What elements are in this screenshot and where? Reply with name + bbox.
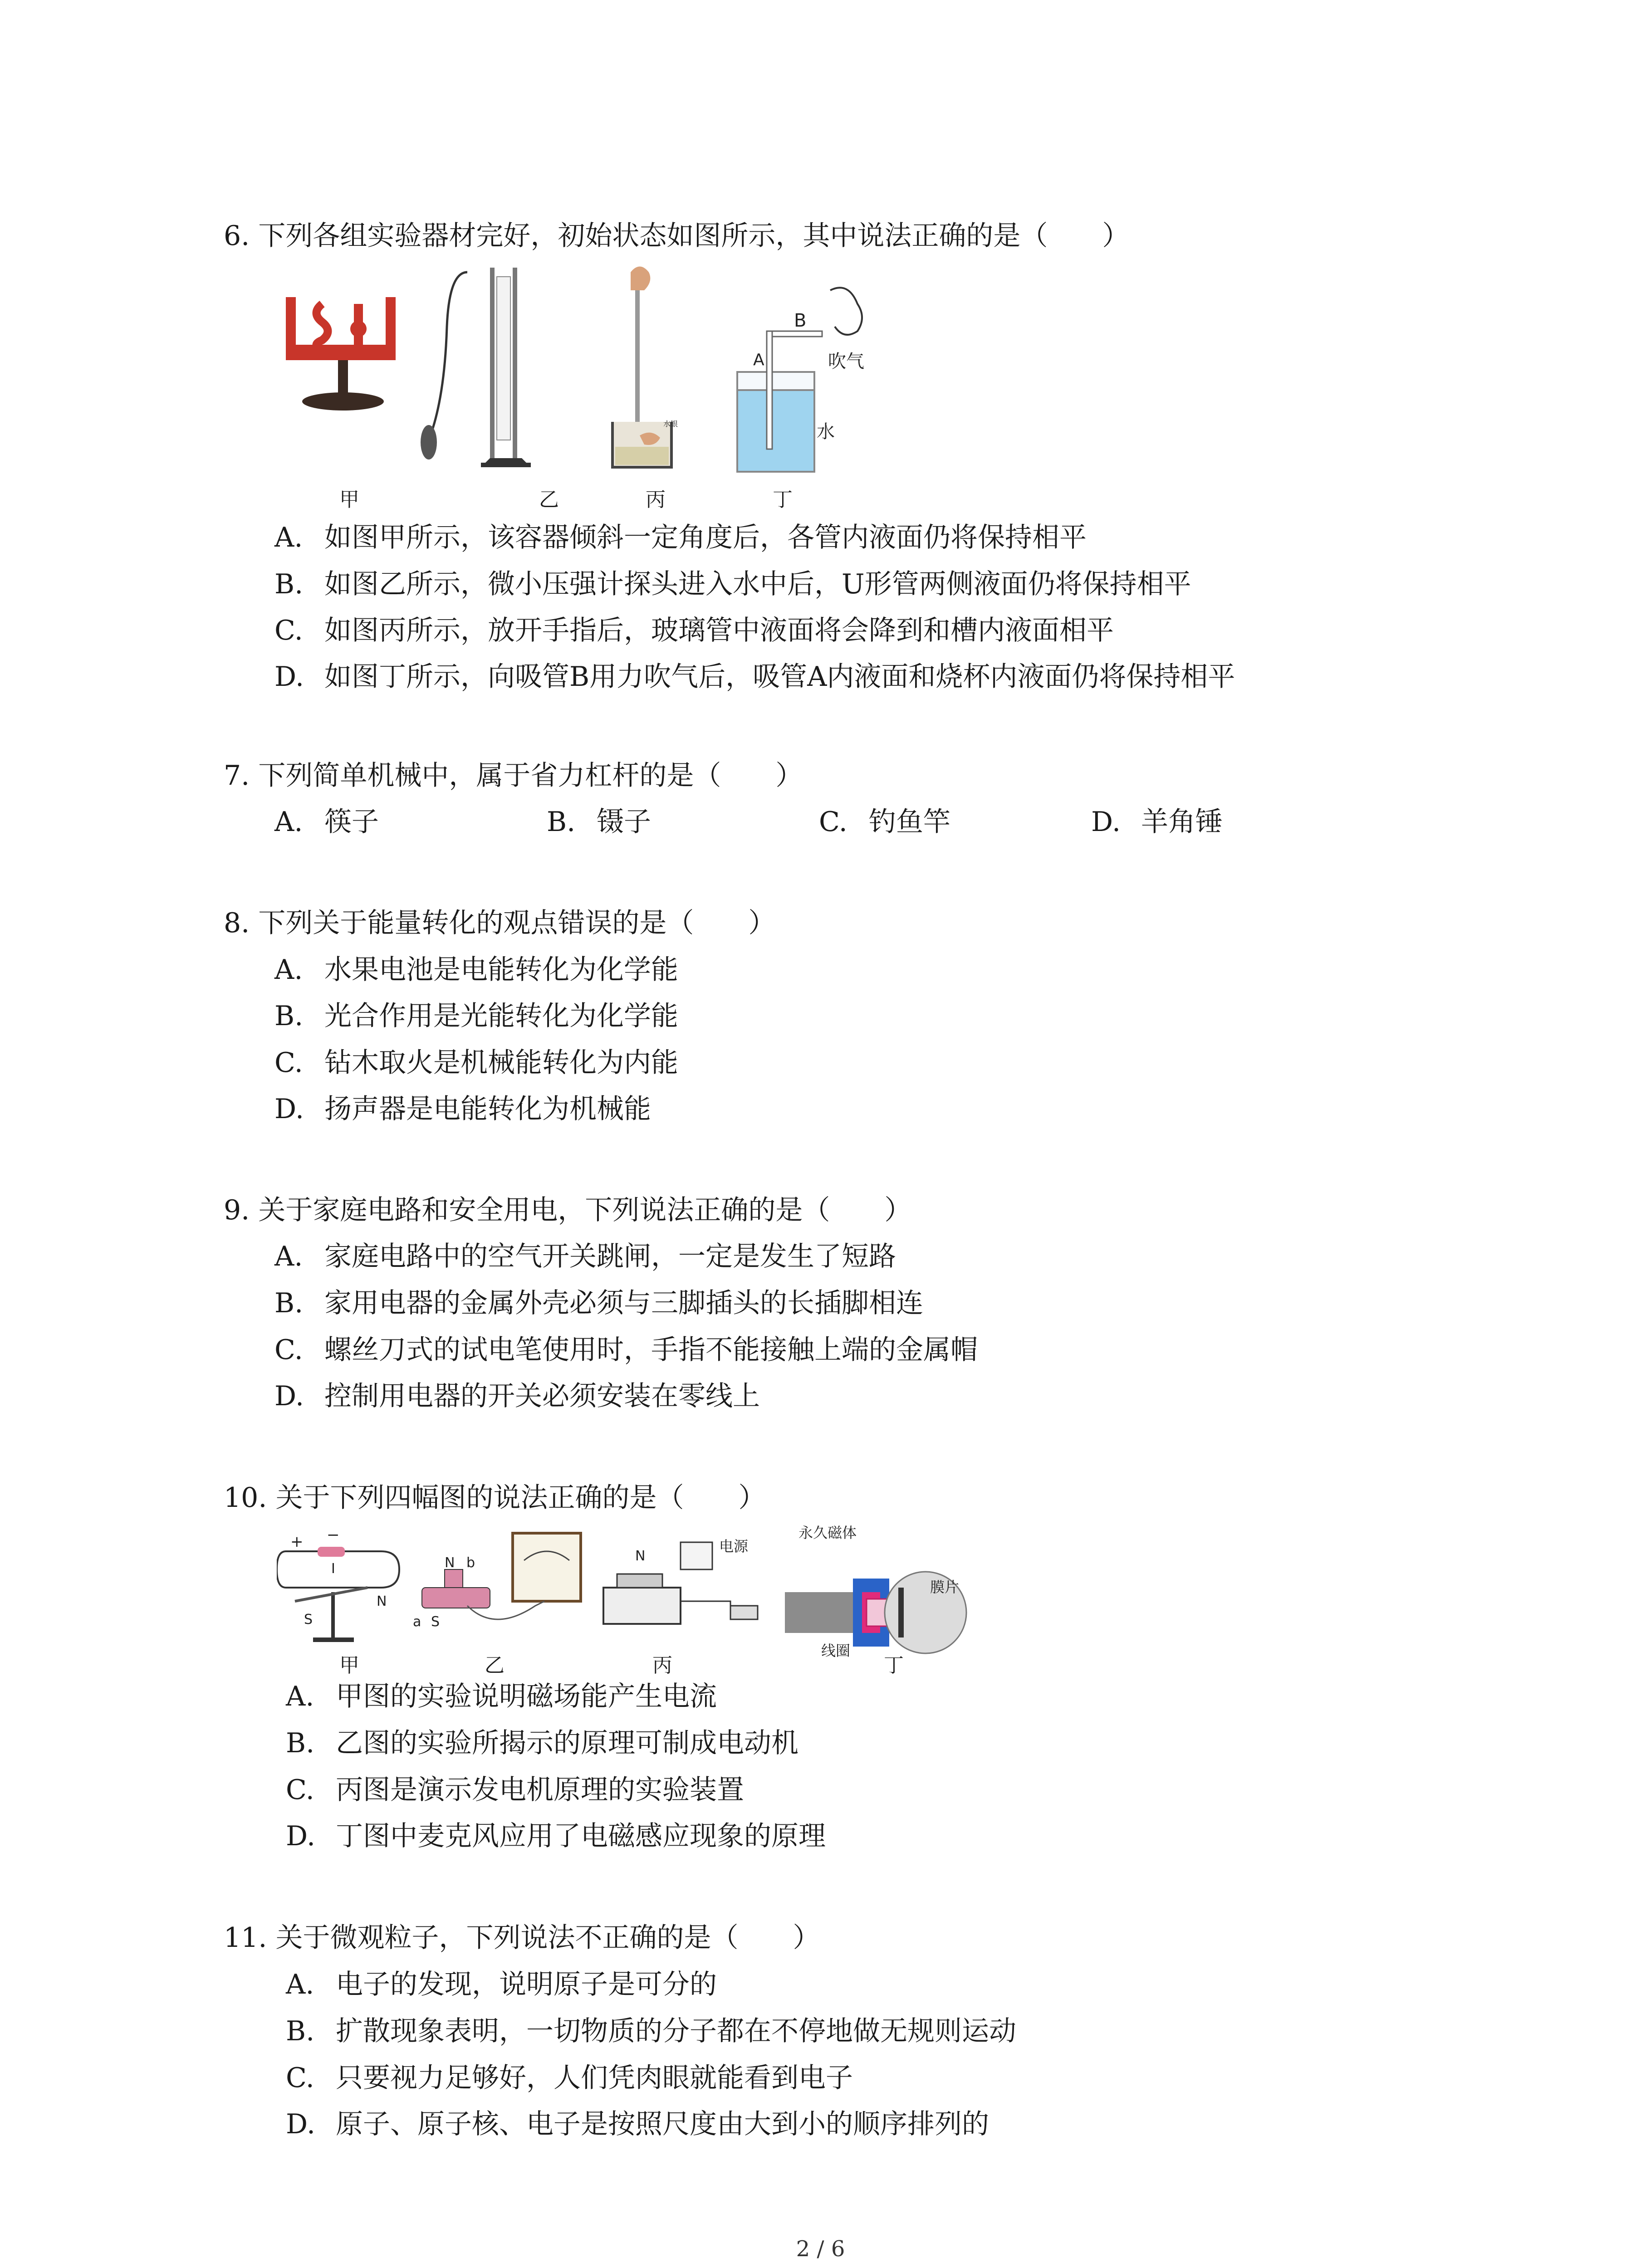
power-label: 电源 (719, 1538, 749, 1555)
straw-a-label: A (753, 351, 764, 369)
q7-option-b: B. 镊子 (547, 806, 651, 838)
q9-option-a: A. 家庭电路中的空气开关跳闸，一定是发生了短路 (274, 1241, 896, 1272)
q6-caption-ding: 丁 (773, 488, 793, 511)
q6-caption-bing: 丙 (646, 488, 666, 511)
q8-option-d: D. 扬声器是电能转化为机械能 (274, 1093, 651, 1125)
q10-caption-yi: 乙 (485, 1654, 505, 1677)
question-11-stem: 11. 关于微观粒子，下列说法不正确的是（ ） (224, 1922, 820, 1954)
connected-vessel-figure (286, 297, 396, 411)
q9-option-d: D. 控制用电器的开关必须安装在零线上 (274, 1380, 760, 1412)
q11-option-a: A. 电子的发现，说明原子是可分的 (286, 1969, 717, 2000)
minus-label: − (327, 1526, 340, 1544)
q10-caption-jia: 甲 (339, 1654, 359, 1677)
question-6-stem: 6. 下列各组实验器材完好，初始状态如图所示，其中说法正确的是（ ） (224, 220, 1130, 252)
q8-option-a: A. 水果电池是电能转化为化学能 (274, 954, 678, 986)
membrane-label: 膜片 (930, 1579, 960, 1596)
motor-experiment-figure (603, 1538, 758, 1624)
q9-option-c: C. 螺丝刀式的试电笔使用时，手指不能接触上端的金属帽 (274, 1334, 978, 1366)
q10-option-d: D. 丁图中麦克风应用了电磁感应现象的原理 (286, 1820, 826, 1852)
south-label-a: S (304, 1612, 313, 1628)
q11-option-b: B. 扩散现象表明，一切物质的分子都在不停地做无规则运动 (286, 2015, 1016, 2047)
q8-option-c: C. 钻木取火是机械能转化为内能 (274, 1047, 678, 1079)
blow-label: 吹气 (828, 351, 864, 372)
question-7 (224, 758, 803, 794)
current-label: I (331, 1561, 335, 1577)
q11-option-d: D. 原子、原子核、电子是按照尺度由大到小的顺序排列的 (286, 2108, 989, 2140)
q10-option-b: B. 乙图的实验所揭示的原理可制成电动机 (286, 1727, 798, 1759)
plus-label: + (290, 1533, 304, 1551)
question-10-figure (277, 1524, 1012, 1660)
straw-b-label: B (794, 310, 807, 331)
induction-figure (413, 1533, 581, 1630)
q7-option-d: D. 羊角锤 (1091, 806, 1223, 838)
question-10-stem: 10. 关于下列四幅图的说法正确的是（ ） (224, 1482, 766, 1514)
pressure-gauge-figure (421, 268, 531, 467)
a-label: a (413, 1614, 421, 1630)
q10-option-c: C. 丙图是演示发电机原理的实验装置 (286, 1774, 744, 1806)
q6-option-a: A. 如图甲所示，该容器倾斜一定角度后，各管内液面仍将保持相平 (274, 522, 1087, 553)
q10-caption-bing: 丙 (652, 1654, 672, 1677)
q7-option-c: C. 钓鱼竿 (819, 806, 950, 838)
question-9 (224, 1192, 911, 1228)
mercury-label: 水银 (663, 420, 678, 428)
q6-option-c: C. 如图丙所示，放开手指后，玻璃管中液面将会降到和槽内液面相平 (274, 615, 1114, 646)
question-8 (224, 905, 775, 941)
question-11 (224, 1920, 820, 1956)
b-label: b (466, 1555, 475, 1571)
oersted-figure (277, 1526, 399, 1642)
q7-option-a: A. 筷子 (274, 806, 379, 838)
q10-option-a: A. 甲图的实验说明磁场能产生电流 (286, 1681, 717, 1712)
q11-option-c: C. 只要视力足够好，人们凭肉眼就能看到电子 (286, 2062, 853, 2094)
north-label-b: N (445, 1555, 455, 1571)
question-9-stem: 9. 关于家庭电路和安全用电，下列说法正确的是（ ） (224, 1194, 912, 1226)
q8-option-b: B. 光合作用是光能转化为化学能 (274, 1000, 678, 1032)
q6-option-d: D. 如图丁所示，向吸管B用力吹气后，吸管A内液面和烧杯内液面仍将保持相平 (274, 661, 1235, 693)
beaker-figure (737, 288, 864, 472)
glass-tube-figure (612, 267, 678, 468)
coil-label: 线圈 (821, 1642, 851, 1659)
q6-caption-yi: 乙 (539, 488, 559, 511)
south-label-b: S (431, 1614, 440, 1630)
question-10 (224, 1480, 766, 1516)
microphone-figure (785, 1524, 966, 1659)
magnet-label: 永久磁体 (798, 1524, 857, 1541)
question-6 (224, 218, 1129, 254)
q10-caption-ding: 丁 (884, 1654, 904, 1677)
question-8-stem: 8. 下列关于能量转化的观点错误的是（ ） (224, 907, 776, 939)
water-label: 水 (817, 421, 835, 442)
north-label-c: N (635, 1548, 646, 1564)
north-label-a: N (377, 1593, 387, 1609)
q9-option-b: B. 家用电器的金属外壳必须与三脚插头的长插脚相连 (274, 1287, 923, 1319)
q6-caption-jia: 甲 (339, 488, 359, 511)
page-number: 2 / 6 (796, 2236, 845, 2262)
q6-option-b: B. 如图乙所示，微小压强计探头进入水中后，U形管两侧液面仍将保持相平 (274, 568, 1191, 600)
question-7-stem: 7. 下列简单机械中，属于省力杠杆的是（ ） (224, 760, 803, 792)
